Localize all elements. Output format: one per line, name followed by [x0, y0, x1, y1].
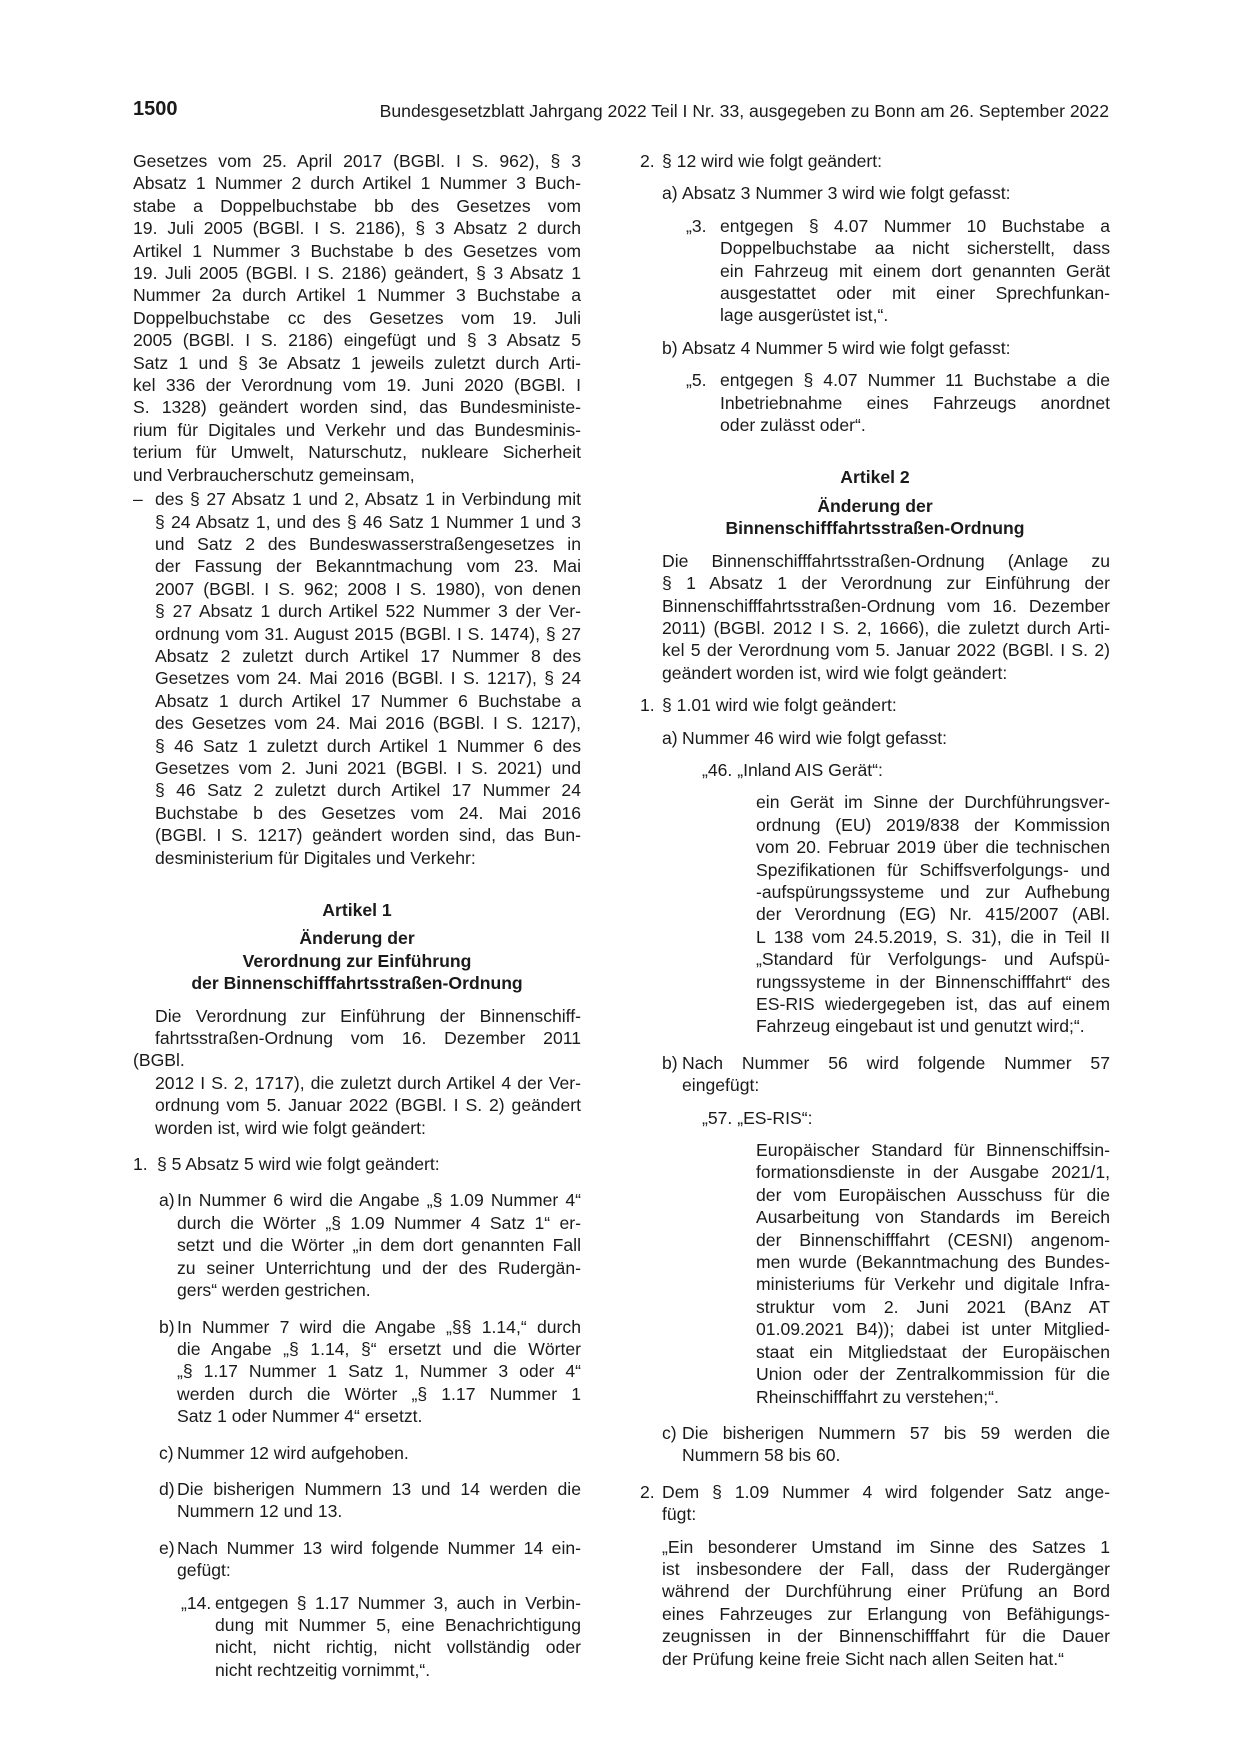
- text-line: § 46 Satz 1 zuletzt durch Artikel 1 Nummer 6 des: [155, 735, 581, 756]
- text-line: -aufspürungssysteme und zur Aufhebung: [756, 881, 1110, 902]
- text-line: Absatz 1 Nummer 2 durch Artikel 1 Nummer 3 Buch-: [133, 173, 581, 194]
- item-letter: c): [662, 1422, 677, 1443]
- text-line: Artikel 1 Nummer 3 Buchstabe b des Gesetzes vom: [133, 240, 581, 261]
- dash-paragraph: [155, 488, 581, 869]
- text-line: fahrtsstraßen-Ordnung vom 16. Dezember 2011 (BGBl.: [133, 1028, 581, 1071]
- text-line: ordnung (EU) 2019/838 der Kommission: [756, 814, 1110, 835]
- text-line: zu seiner Unterrichtung und der des Rudergän-: [177, 1257, 581, 1278]
- quote-paragraph: [215, 1592, 581, 1682]
- quote-marker: „5.: [686, 370, 707, 391]
- article-2-title: Artikel 2: [840, 467, 910, 488]
- text-line: eines Fahrzeuges zur Erlangung von Befähigungs-: [662, 1603, 1110, 1624]
- text-line: der Verordnung (EG) Nr. 415/2007 (ABl.: [756, 904, 1110, 925]
- item-text: Absatz 4 Nummer 5 wird wie folgt gefasst:: [682, 337, 1011, 358]
- text-line: die Angabe „§ 1.14, §“ ersetzt und die Wörter: [177, 1338, 581, 1359]
- text-line: Dem § 1.09 Nummer 4 wird folgender Satz ange-: [662, 1481, 1110, 1502]
- text-line: § 46 Satz 2 zuletzt durch Artikel 17 Nummer 24: [155, 780, 581, 801]
- text-line: kel 5 der Verordnung vom 5. Januar 2022 (BGBl. I S. 2): [662, 640, 1110, 661]
- text-line: Nach Nummer 56 wird folgende Nummer 57: [682, 1052, 1110, 1073]
- article-1-title: Artikel 1: [322, 900, 392, 920]
- text-line: Rheinschifffahrt zu verstehen;“.: [756, 1386, 999, 1407]
- text-line: entgegen § 4.07 Nummer 10 Buchstabe a: [720, 215, 1110, 236]
- text-line: staat ein Mitgliedstaat der Europäischen: [756, 1341, 1110, 1362]
- text-line: zeugnissen in der Binnenschifffahrt für die Dauer: [662, 1626, 1110, 1647]
- replaced-number-3: [640, 215, 1110, 327]
- text-line: dung mit Nummer 5, eine Benachrichtigung: [215, 1614, 581, 1635]
- article-1-heading-line: Verordnung zur Einführung: [242, 950, 472, 971]
- dash-marker: –: [133, 489, 143, 510]
- amendment-item-1a: [133, 1189, 581, 1301]
- definition-57-head: „57. „ES-RIS“:: [702, 1107, 813, 1128]
- amendment-item-1b: [133, 1316, 581, 1428]
- item-letter: b): [662, 1052, 678, 1073]
- text-line: werden durch die Wörter „§ 1.17 Nummer 1: [177, 1383, 581, 1404]
- text-line: ein Gerät im Sinne der Durchführungsver-: [756, 792, 1110, 813]
- text-line: fügt:: [662, 1504, 697, 1525]
- text-line: gers“ werden gestrichen.: [177, 1280, 371, 1301]
- text-line: 01.09.2021 B4)); dabei ist unter Mitglied-: [756, 1319, 1110, 1340]
- item-paragraph: [177, 1189, 581, 1301]
- text-line: Doppelbuchstabe aa nicht sicherstellt, dass: [720, 238, 1110, 259]
- amendment-item-1d: [133, 1478, 581, 1523]
- quote-marker: „14.: [181, 1592, 212, 1613]
- article-1-intro: [133, 1005, 581, 1139]
- text-line: 19. Juli 2005 (BGBl. I S. 2186), § 3 Absatz 2 durch: [133, 218, 581, 239]
- text-line: der vom Europäischen Ausschuss für die: [756, 1184, 1110, 1205]
- quote-paragraph: [720, 369, 1110, 436]
- text-line: und Verbraucherschutz gemeinsam,: [133, 464, 415, 485]
- amendment-item-1e: [133, 1537, 581, 1582]
- item-letter: a): [159, 1190, 175, 1211]
- text-line: Absatz 1 durch Artikel 17 Nummer 6 Buchstabe a: [155, 690, 581, 711]
- amendment-item-2b: [640, 337, 1110, 359]
- article-1-heading-line: der Binnenschifffahrtsstraßen-Ordnung: [191, 973, 523, 994]
- appended-sentence: [640, 1536, 1110, 1670]
- text-line: ein Fahrzeug mit einem dort genannten Gerät: [720, 260, 1110, 281]
- text-line: 19. Juli 2005 (BGBl. I S. 2186) geändert, § 3 Absatz 1: [133, 263, 581, 284]
- item-number: 2.: [640, 151, 655, 171]
- text-line: (BGBl. I S. 1217) geändert worden sind, das Bun-: [155, 825, 581, 846]
- page-number: 1500: [133, 98, 178, 120]
- item-number: 2.: [640, 1481, 655, 1502]
- gazette-title: Bundesgesetzblatt Jahrgang 2022 Teil I Nr. 33, ausgegeben zu Bonn am 26. September 2022: [379, 101, 1109, 121]
- text-line: oder zulässt oder“.: [720, 415, 866, 436]
- item-paragraph: [682, 1422, 1110, 1467]
- text-line: ordnung vom 31. August 2015 (BGBl. I S. 1474), § 27: [155, 623, 581, 644]
- text-line: „Standard für Verfolgungs- und Aufspü-: [756, 949, 1110, 970]
- text-line: entgegen § 1.17 Nummer 3, auch in Verbin-: [215, 1592, 581, 1613]
- intro-paragraph: [133, 150, 581, 486]
- text-line: Doppelbuchstabe cc des Gesetzes vom 19. Juli: [133, 307, 581, 328]
- text-line: In Nummer 6 wird die Angabe „§ 1.09 Nummer 4“: [177, 1190, 581, 1211]
- text-line: „§ 1.17 Nummer 1 Satz 1, Nummer 3 oder 4“: [177, 1361, 581, 1382]
- item-text: § 5 Absatz 5 wird wie folgt geändert:: [157, 1154, 440, 1175]
- text-line: lage ausgerüstet ist,“.: [720, 305, 889, 326]
- definition-46-body: [640, 791, 1110, 1037]
- text-line: der Binnenschifffahrt (CESNI) angenom-: [756, 1229, 1110, 1250]
- text-line: Nummer 2a durch Artikel 1 Nummer 3 Buchstabe a: [133, 285, 581, 306]
- item-paragraph: [682, 1052, 1110, 1097]
- text-line: eingefügt:: [682, 1075, 760, 1096]
- quote-paragraph: [720, 215, 1110, 327]
- text-line: Spezifikationen für Schiffsverfolgungs- und: [756, 859, 1110, 880]
- article-2-heading-line: Änderung der: [817, 495, 933, 516]
- text-line: Satz 1 oder Nummer 4“ ersetzt.: [177, 1406, 423, 1427]
- text-line: Nummern 12 und 13.: [177, 1501, 343, 1522]
- text-line: In Nummer 7 wird die Angabe „§§ 1.14,“ durch: [177, 1316, 581, 1337]
- item-letter: a): [662, 183, 678, 204]
- amendment-r-item-1c: [640, 1422, 1110, 1467]
- article-2-intro: [640, 550, 1110, 684]
- left-column: [133, 150, 581, 1681]
- dash-list-item: [133, 488, 581, 869]
- amendment-item-1: [133, 1153, 581, 1175]
- text-line: Nummern 58 bis 60.: [682, 1445, 841, 1466]
- text-line: ist insbesondere der Fall, dass der Rudergänger: [662, 1558, 1110, 1579]
- item-paragraph: [177, 1316, 581, 1428]
- text-line: während der Durchführung einer Prüfung an Bord: [662, 1581, 1110, 1602]
- item-number: 1.: [133, 1154, 148, 1175]
- text-line: geändert worden ist, wird wie folgt geändert:: [662, 662, 1008, 683]
- text-line: und Satz 2 des Bundeswasserstraßengesetzes in: [155, 533, 581, 554]
- article-2-heading-line: Binnenschifffahrtsstraßen-Ordnung: [725, 518, 1025, 539]
- item-text: § 1.01 wird wie folgt geändert:: [662, 695, 897, 716]
- amendment-r-item-1: [640, 694, 1110, 716]
- text-line: Union oder der Zentralkommission für die: [756, 1364, 1110, 1385]
- text-line: gefügt:: [177, 1560, 231, 1581]
- text-line: 2005 (BGBl. I S. 2186) eingefügt und § 3 Absatz 5: [133, 330, 581, 351]
- text-line: formationsdienste in der Ausgabe 2021/1,: [756, 1162, 1110, 1183]
- text-line: Europäischer Standard für Binnenschiffsin-: [756, 1140, 1110, 1161]
- article-1-heading: [133, 927, 581, 994]
- item-letter: b): [662, 337, 678, 358]
- text-line: Die bisherigen Nummern 13 und 14 werden die: [177, 1478, 581, 1499]
- item-text: Nummer 46 wird wie folgt gefasst:: [682, 727, 947, 748]
- article-2-heading: [640, 495, 1110, 540]
- item-paragraph: [177, 1537, 581, 1582]
- text-line: „Ein besonderer Umstand im Sinne des Satzes 1: [662, 1536, 1110, 1557]
- text-line: Inbetriebnahme eines Fahrzeugs anordnet: [720, 392, 1110, 413]
- text-line: ministeriums für Verkehr und digitale Infra-: [756, 1274, 1110, 1295]
- text-line: Die Binnenschifffahrtsstraßen-Ordnung (Anlage zu: [662, 550, 1110, 571]
- item-letter: b): [159, 1316, 175, 1337]
- amendment-r-item-1a: [640, 727, 1110, 749]
- text-line: 2012 I S. 2, 1717), die zuletzt durch Artikel 4 der Ver-: [155, 1072, 581, 1093]
- text-line: Satz 1 und § 3e Absatz 1 jeweils zuletzt durch Arti-: [133, 352, 581, 373]
- item-letter: d): [159, 1478, 175, 1499]
- item-text: Nummer 12 wird aufgehoben.: [177, 1442, 409, 1463]
- text-line: vom 20. Februar 2019 über die technischen: [756, 837, 1110, 858]
- text-line: Binnenschifffahrtsstraßen-Ordnung vom 16. Dezember: [662, 595, 1110, 616]
- text-line: stabe a Doppelbuchstabe bb des Gesetzes vom: [133, 195, 581, 216]
- text-line: S. 1328) geändert worden sind, das Bundesministe-: [133, 397, 581, 418]
- text-line: § 1 Absatz 1 der Verordnung zur Einführung der: [662, 573, 1110, 594]
- text-line: ausgestattet oder mit einer Sprechfunkan-: [720, 283, 1110, 304]
- text-line: L 138 vom 24.5.2019, S. 31), die in Teil II: [756, 926, 1110, 947]
- item-letter: c): [159, 1442, 174, 1463]
- text-line: des § 27 Absatz 1 und 2, Absatz 1 in Verbindung mit: [155, 489, 581, 510]
- text-line: Nach Nummer 13 wird folgende Nummer 14 ein-: [177, 1537, 581, 1558]
- replaced-number-5: [640, 369, 1110, 436]
- text-line: 2011) (BGBl. 2012 I S. 2, 1666), die zuletzt durch Arti-: [662, 617, 1110, 638]
- item-paragraph: [177, 1478, 581, 1523]
- text-line: kel 336 der Verordnung vom 19. Juni 2020 (BGBl. I: [133, 375, 581, 396]
- quote-marker: „3.: [686, 215, 707, 236]
- item-text: Absatz 3 Nummer 3 wird wie folgt gefasst:: [682, 183, 1011, 204]
- text-line: des Gesetzes vom 24. Mai 2016 (BGBl. I S. 1217),: [155, 713, 581, 734]
- item-letter: e): [159, 1537, 175, 1558]
- text-line: 2007 (BGBl. I S. 962; 2008 I S. 1980), von denen: [155, 578, 581, 599]
- text-line: Buchstabe b des Gesetzes vom 24. Mai 2016: [155, 802, 581, 823]
- text-line: der Fassung der Bekanntmachung vom 23. Mai: [155, 556, 581, 577]
- text-line: Absatz 2 zuletzt durch Artikel 17 Nummer 8 des: [155, 645, 581, 666]
- text-line: terium für Umwelt, Naturschutz, nukleare Sicherheit: [133, 442, 581, 463]
- text-line: Fahrzeug eingebaut ist und genutzt wird;“.: [756, 1016, 1085, 1037]
- item-letter: a): [662, 727, 678, 748]
- text-line: Gesetzes vom 2. Juni 2021 (BGBl. I S. 2021) und: [155, 757, 581, 778]
- amendment-item-2a: [640, 182, 1110, 204]
- text-line: Gesetzes vom 25. April 2017 (BGBl. I S. 962), § 3: [133, 151, 581, 171]
- text-line: desministerium für Digitales und Verkehr:: [155, 847, 476, 868]
- item-paragraph: [662, 1481, 1110, 1526]
- text-line: ES-RIS wiedergegeben ist, das auf einem: [756, 994, 1110, 1014]
- definition-57-body: [640, 1139, 1110, 1408]
- amendment-r-item-1b: [640, 1052, 1110, 1097]
- text-line: § 27 Absatz 1 durch Artikel 522 Nummer 3 der Ver-: [155, 601, 581, 622]
- page-header: [133, 98, 1109, 126]
- text-line: Gesetzes vom 24. Mai 2016 (BGBl. I S. 1217), § 24: [155, 668, 581, 689]
- text-line: ordnung vom 5. Januar 2022 (BGBl. I S. 2) geändert: [155, 1095, 581, 1116]
- text-line: der Prüfung keine freie Sicht nach allen Seiten hat.“: [662, 1648, 1064, 1669]
- text-line: struktur vom 2. Juni 2021 (BAnz AT: [756, 1296, 1110, 1317]
- text-line: Die bisherigen Nummern 57 bis 59 werden die: [682, 1422, 1110, 1443]
- definition-46-head: „46. „Inland AIS Gerät“:: [702, 759, 883, 780]
- text-line: setzt und die Wörter „in dem dort genannten Fall: [177, 1235, 581, 1256]
- item-number: 1.: [640, 695, 655, 716]
- amendment-r-item-2: [640, 1481, 1110, 1526]
- text-line: Die Verordnung zur Einführung der Binnenschiff-: [155, 1005, 581, 1026]
- item-text: § 12 wird wie folgt geändert:: [662, 151, 883, 171]
- text-line: durch die Wörter „§ 1.09 Nummer 4 Satz 1“ er-: [177, 1212, 581, 1233]
- right-column: [640, 150, 1110, 1670]
- article-1-heading-line: Änderung der: [299, 928, 415, 949]
- text-line: Ausarbeitung von Standards im Bereich: [756, 1207, 1110, 1228]
- inserted-number-14: [133, 1592, 581, 1682]
- text-line: worden ist, wird wie folgt geändert:: [155, 1117, 426, 1138]
- amendment-item-2: [640, 150, 1110, 172]
- text-line: nicht rechtzeitig vornimmt,“.: [215, 1659, 431, 1680]
- amendment-item-1c: [133, 1442, 581, 1464]
- text-line: § 24 Absatz 1, und des § 46 Satz 1 Nummer 1 und 3: [155, 511, 581, 532]
- text-line: rungssysteme in der Binnenschifffahrt“ des: [756, 971, 1110, 992]
- text-line: entgegen § 4.07 Nummer 11 Buchstabe a die: [720, 370, 1110, 391]
- text-line: rium für Digitales und Verkehr und das Bundesminis-: [133, 419, 581, 440]
- text-line: men wurde (Bekanntmachung des Bundes-: [756, 1252, 1110, 1273]
- text-line: nicht, nicht richtig, nicht vollständig oder: [215, 1637, 581, 1658]
